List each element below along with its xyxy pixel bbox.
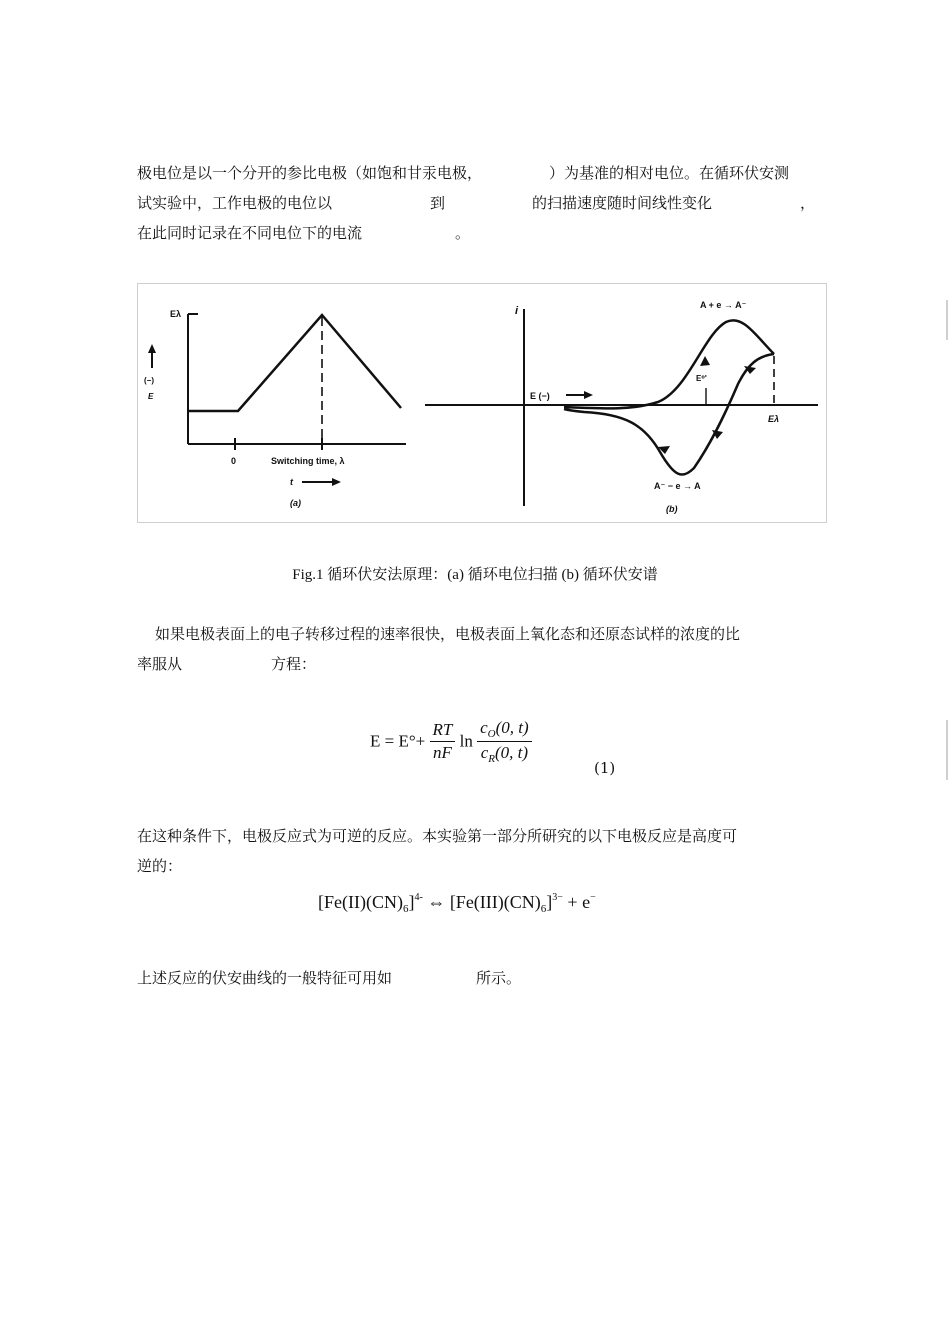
equation2-left-sub: 6: [402, 903, 409, 915]
equation1-lhs: E = E°+: [370, 731, 426, 751]
panel-b-label: (b): [666, 504, 678, 514]
panel-b-mid-label: E⁰': [696, 374, 707, 383]
equation2-right-sub: 6: [540, 903, 547, 915]
paragraph2-line2: 率服从: [137, 655, 183, 673]
paragraph1-line3-b: 。: [455, 224, 471, 242]
paragraph4-line1: 上述反应的伏安曲线的一般特征可用如: [137, 969, 393, 987]
cyclic-voltammetry-figure: [137, 283, 827, 523]
paragraph2-line1: 如果电极表面上的电子转移过程的速率很快，电极表面上氧化态和还原态试样的浓度的比: [155, 625, 741, 643]
paragraph1-line1: 极电位是以一个分开的参比电极（如饱和甘汞电极，: [137, 164, 483, 182]
panel-b-top-reaction: A + e → A⁻: [700, 300, 747, 310]
scan-edge-mark: [946, 720, 948, 780]
equation2-left-sup: 4-: [414, 892, 423, 903]
paragraph1-line2-b: 到: [430, 194, 446, 212]
equation2-arrow: ⇔: [422, 892, 450, 912]
equation2-e-sup: −: [590, 892, 596, 903]
panel-b-bottom-reaction: A⁻ − e → A: [654, 481, 701, 491]
equation1-ratio-den-sub: R: [488, 753, 495, 765]
equation2-right: [Fe(III)(CN): [449, 892, 541, 912]
paragraph4-line1-b: 所示。: [476, 969, 522, 987]
paragraph1-line2-d: ，: [800, 194, 816, 212]
panel-a-y-label-sign: (−): [144, 376, 154, 385]
paragraph3-line1: 在这种条件下，电极反应式为可逆的反应。本实验第一部分所研究的以下电极反应是高度可: [137, 827, 738, 845]
nernst-equation: [370, 718, 532, 765]
panel-b-x-label-right: Eλ: [768, 414, 780, 424]
paragraph2-line2-b: 方程：: [271, 655, 317, 673]
paragraph3-line2: 逆的：: [137, 857, 183, 875]
equation1-ratio-den-arg: (0, t): [494, 743, 529, 762]
equation2-left-close: ]: [408, 892, 415, 912]
panel-a-y-label-axis: E: [148, 392, 154, 401]
panel-a: [144, 309, 406, 508]
equation2-right-close: ]: [546, 892, 553, 912]
equation1-ratio-num: c: [480, 718, 488, 737]
equation2-plus: + e: [562, 892, 591, 912]
equation1-ratio-num-sub: O: [487, 728, 496, 740]
equation2-left: [Fe(II)(CN): [318, 892, 403, 912]
ferrocyanide-equation: [318, 892, 596, 915]
equation1-ratio-num-arg: (0, t): [495, 718, 529, 737]
equation2-right-sup: 3−: [552, 892, 563, 903]
panel-b-y-label: i: [515, 305, 519, 317]
equation1-concentration-ratio: [477, 718, 532, 765]
equation1-ln: ln: [459, 731, 473, 751]
panel-a-x-label: t: [290, 477, 293, 487]
panel-b: [425, 300, 818, 514]
scan-edge-mark: [946, 300, 948, 340]
panel-b-x-label-left: E (−): [530, 391, 550, 401]
figure-caption: Fig.1 循环伏安法原理：(a) 循环电位扫描 (b) 循环伏安谱: [292, 567, 658, 583]
panel-a-label: (a): [290, 498, 301, 508]
panel-a-y-label-top: Eλ: [170, 309, 182, 319]
paragraph1-line2-c: 的扫描速度随时间线性变化: [532, 194, 713, 212]
paragraph1-line2: 试实验中，工作电极的电位以: [137, 194, 333, 212]
equation1-number: (1): [594, 759, 616, 777]
panel-a-x-tick-switch: Switching time, λ: [271, 456, 345, 466]
equation1-ratio-den: c: [480, 743, 489, 762]
equation1-frac-num: RT: [430, 720, 456, 742]
paragraph1-line3: 在此同时记录在不同电位下的电流: [137, 224, 363, 242]
equation1-rt-nf-fraction: [430, 720, 456, 763]
equation1-frac-den: nF: [432, 743, 452, 762]
panel-a-x-tick-zero: 0: [231, 456, 237, 466]
paragraph1-line1-b: ）为基准的相对电位。在循环伏安测: [549, 164, 790, 182]
